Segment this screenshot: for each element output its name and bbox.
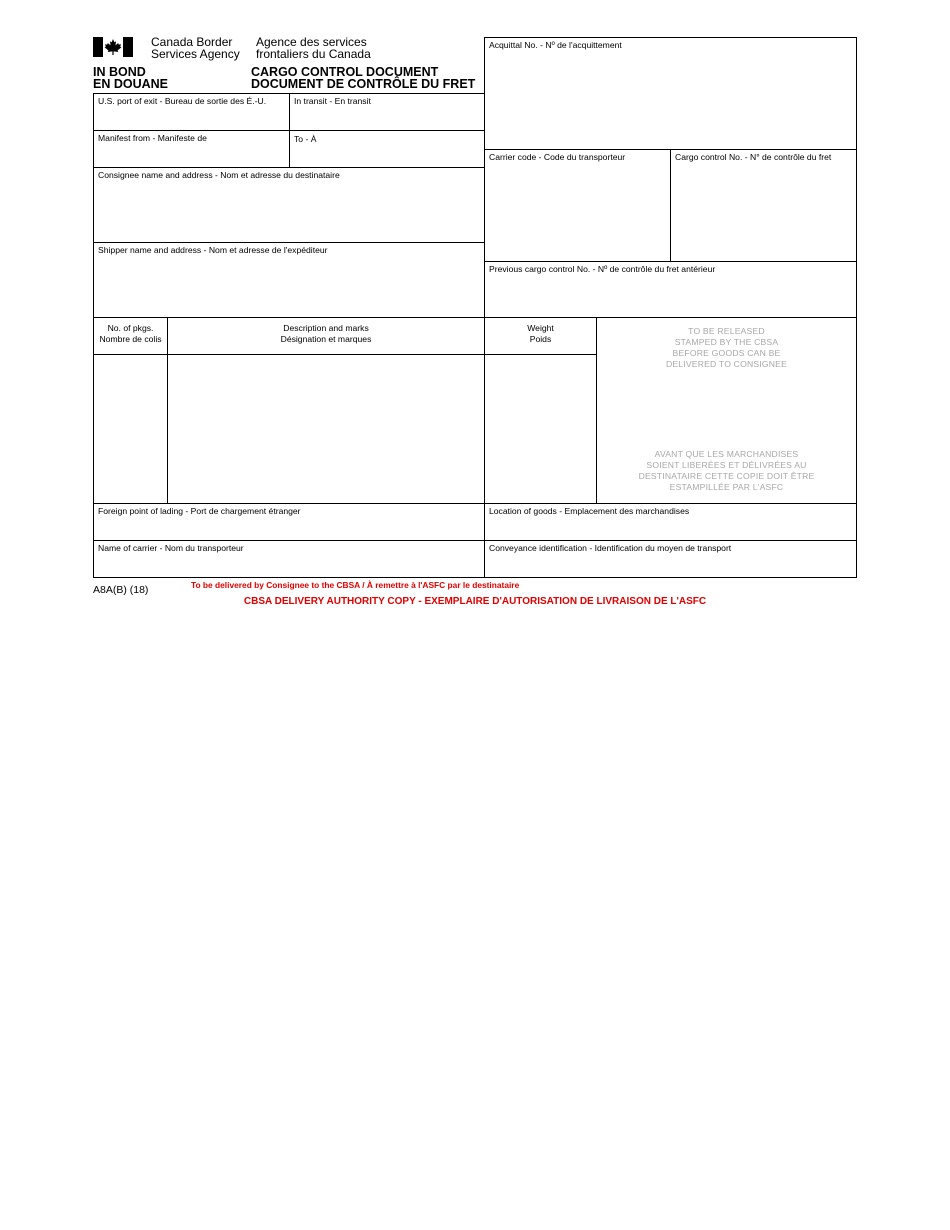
agency-fr-line1: Agence des services [256, 35, 367, 49]
form-code: A8A(B) (18) [93, 584, 149, 596]
document-title-en: CARGO CONTROL DOCUMENT [251, 65, 439, 79]
conveyance-id-field[interactable] [484, 540, 857, 578]
stamp-en-line: STAMPED BY THE CBSA [674, 337, 779, 347]
carrier-code-label: Carrier code - Code du transporteur [489, 152, 626, 162]
delivery-note: To be delivered by Consignee to the CBSA / À remettre à l'ASFC par le destinataire [191, 580, 520, 590]
in-bond-title [93, 66, 168, 90]
us-port-exit-label: U.S. port of exit - Bureau de sortie des É.-U. [98, 96, 267, 106]
acquittal-label: Acquittal No. - Nº de l'acquittement [489, 40, 622, 50]
agency-en-line2: Services Agency [151, 47, 240, 61]
previous-cargo-control-label: Previous cargo control No. - Nº de contrôle du fret antérieur [489, 264, 716, 274]
us-port-exit-field[interactable] [93, 93, 290, 131]
document-title-fr: DOCUMENT DE CONTRÔLE DU FRET [251, 77, 476, 91]
previous-cargo-control-field[interactable] [484, 261, 857, 318]
stamp-fr-line: ESTAMPILLÉE PAR L'ASFC [669, 482, 784, 492]
pkgs-header [93, 317, 168, 355]
weight-header [484, 317, 597, 355]
foreign-point-label: Foreign point of lading - Port de chargement étranger [98, 506, 301, 516]
in-bond-fr: EN DOUANE [93, 77, 169, 91]
acquittal-field[interactable] [484, 37, 857, 150]
weight-input-area[interactable] [484, 354, 597, 504]
cargo-control-no-label: Cargo control No. - N° de contrôle du fret [675, 152, 832, 162]
manifest-from-field[interactable] [93, 130, 290, 168]
cargo-control-no-field[interactable] [670, 149, 857, 262]
agency-name-en [151, 36, 240, 60]
document-title [251, 66, 475, 90]
stamp-en-line: TO BE RELEASED [688, 326, 765, 336]
stamp-fr-line: AVANT QUE LES MARCHANDISES [654, 449, 799, 459]
pkgs-input-area[interactable] [93, 354, 168, 504]
consignee-field[interactable] [93, 167, 485, 243]
stamp-en-line: BEFORE GOODS CAN BE [672, 348, 781, 358]
to-field[interactable] [289, 130, 485, 168]
manifest-from-label: Manifest from - Manifeste de [98, 133, 207, 143]
weight-header-en: Weight [527, 323, 554, 333]
in-transit-field[interactable] [289, 93, 485, 131]
foreign-point-field[interactable] [93, 503, 485, 541]
canada-flag-icon [93, 37, 133, 57]
copy-title: CBSA DELIVERY AUTHORITY COPY - EXEMPLAIRE D'AUTORISATION DE LIVRAISON DE L'ASFC [243, 596, 707, 607]
pkgs-header-en: No. of pkgs. [107, 323, 154, 333]
agency-en-line1: Canada Border [151, 35, 233, 49]
carrier-code-field[interactable] [484, 149, 671, 262]
description-header [167, 317, 485, 355]
agency-fr-line2: frontaliers du Canada [256, 47, 371, 61]
in-bond-en: IN BOND [93, 65, 146, 79]
name-carrier-field[interactable] [93, 540, 485, 578]
shipper-label: Shipper name and address - Nom et adresse de l'expéditeur [98, 245, 328, 255]
description-header-fr: Désignation et marques [280, 334, 372, 344]
conveyance-id-label: Conveyance identification - Identification du moyen de transport [489, 543, 732, 553]
stamp-fr-line: SOIENT LIBERÉES ET DÉLIVRÉES AU [646, 460, 807, 470]
shipper-field[interactable] [93, 242, 485, 318]
name-carrier-label: Name of carrier - Nom du transporteur [98, 543, 244, 553]
pkgs-header-fr: Nombre de colis [99, 334, 162, 344]
consignee-label: Consignee name and address - Nom et adresse du destinataire [98, 170, 340, 180]
weight-header-fr: Poids [529, 334, 552, 344]
cbsa-stamp-box [596, 317, 857, 504]
location-goods-label: Location of goods - Emplacement des marchandises [489, 506, 690, 516]
in-transit-label: In transit - En transit [294, 96, 371, 106]
agency-name-fr [256, 36, 371, 60]
description-input-area[interactable] [167, 354, 485, 504]
location-goods-field[interactable] [484, 503, 857, 541]
to-label: To - À [294, 134, 317, 144]
stamp-fr-line: DESTINATAIRE CETTE COPIE DOIT ÊTRE [638, 471, 815, 481]
description-header-en: Description and marks [283, 323, 369, 333]
stamp-en-line: DELIVERED TO CONSIGNEE [665, 359, 788, 369]
